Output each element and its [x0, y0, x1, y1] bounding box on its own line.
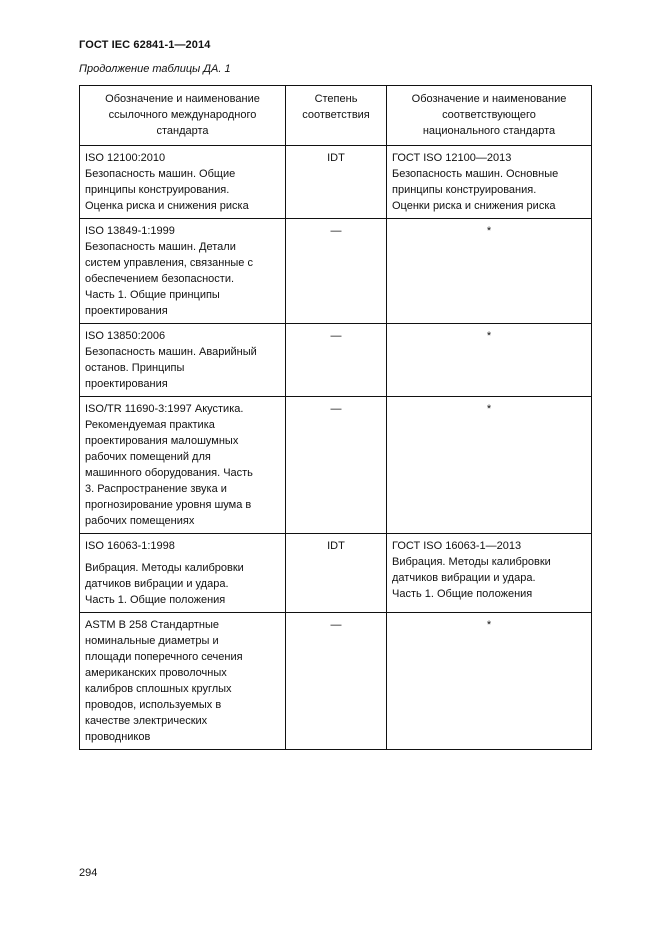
table-body: [80, 146, 592, 750]
document-header: ГОСТ IEC 62841-1—2014: [79, 39, 211, 51]
cell-line: площади поперечного сечения: [85, 651, 243, 663]
table-row: [80, 534, 592, 613]
cell-line: датчиков вибрации и удара.: [85, 578, 229, 590]
national-standard-cell: [387, 613, 592, 750]
cell-line: стандарта: [156, 125, 209, 137]
cell-line: Обозначение и наименование: [105, 93, 260, 105]
cell-line: соответствующего: [442, 109, 536, 121]
cell-line: Безопасность машин. Основные: [392, 168, 559, 180]
cell-line: останов. Принципы: [85, 362, 185, 374]
cell-line: Безопасность машин. Общие: [85, 168, 236, 180]
cell-line: датчиков вибрации и удара.: [392, 572, 536, 584]
degree-cell: —: [286, 397, 387, 534]
cell-line: *: [486, 619, 492, 631]
cell-line: обеспечением безопасности.: [85, 273, 235, 285]
table-row: [80, 613, 592, 750]
cell-line: Безопасность машин. Детали: [85, 241, 236, 253]
cell-line: рабочих помещениях: [85, 515, 195, 527]
international-standard-cell: [80, 534, 286, 613]
cell-line: проектирования: [85, 305, 168, 317]
cell-line: Степень: [314, 93, 358, 105]
degree-cell: —: [286, 613, 387, 750]
cell-line: ISO 13850:2006: [85, 330, 166, 342]
cell-line: национального стандарта: [422, 125, 556, 137]
cell-line: ГОСТ ISO 12100—2013: [392, 152, 512, 164]
degree-cell: —: [286, 324, 387, 397]
cell-line: Часть 1. Общие положения: [392, 588, 533, 600]
cell-line: *: [486, 330, 492, 342]
cell-line: проводов, используемых в: [85, 699, 222, 711]
cell-line: проводников: [85, 731, 151, 743]
cell-line: принципы конструирования.: [85, 184, 230, 196]
degree-cell: IDT: [286, 534, 387, 613]
cell-line: проектирования: [85, 378, 168, 390]
national-standard-cell: [387, 534, 592, 613]
national-standard-cell: [387, 397, 592, 534]
header-national-standard: [387, 86, 592, 146]
table-header-row: [80, 86, 592, 146]
international-standard-cell: [80, 613, 286, 750]
cell-line: ISO 12100:2010: [85, 152, 166, 164]
degree-cell: IDT: [286, 146, 387, 219]
cell-line: Оценка риска и снижения риска: [85, 200, 249, 212]
cell-line: Обозначение и наименование: [411, 93, 567, 105]
cell-line: соответствия: [302, 109, 370, 121]
cell-line: Оценки риска и снижения риска: [392, 200, 556, 212]
cell-line: Безопасность машин. Аварийный: [85, 346, 257, 358]
cell-line: *: [486, 225, 492, 237]
cell-line: Вибрация. Методы калибровки: [85, 562, 244, 574]
header-degree-of-conformity: [286, 86, 387, 146]
cell-line: рабочих помещений для: [85, 451, 211, 463]
degree-cell: —: [286, 219, 387, 324]
cell-line: американских проволочных: [85, 667, 227, 679]
page-number: 294: [79, 867, 98, 879]
cell-line: 3. Распространение звука и: [85, 483, 227, 495]
cell-line: прогнозирование уровня шума в: [85, 499, 252, 511]
cell-line: Рекомендуемая практика: [85, 419, 215, 431]
cell-line: ISO 16063-1:1998: [85, 540, 175, 552]
cell-line: ГОСТ ISO 16063-1—2013: [392, 540, 522, 552]
cell-line: принципы конструирования.: [392, 184, 537, 196]
international-standard-cell: [80, 146, 286, 219]
cell-line: Вибрация. Методы калибровки: [392, 556, 551, 568]
cell-line: *: [486, 403, 492, 415]
cell-line: ASTM B 258 Стандартные: [85, 619, 220, 631]
cell-line: ISO 13849-1:1999: [85, 225, 175, 237]
national-standard-cell: [387, 324, 592, 397]
cell-line: ссылочного международного: [108, 109, 257, 121]
international-standard-cell: [80, 397, 286, 534]
international-standard-cell: [80, 219, 286, 324]
cell-line: Часть 1. Общие принципы: [85, 289, 220, 301]
table-row: [80, 146, 592, 219]
international-standard-cell: [80, 324, 286, 397]
cell-line: номинальные диаметры и: [85, 635, 219, 647]
table-row: [80, 219, 592, 324]
cell-line: ISO/TR 11690-3:1997 Акустика.: [85, 403, 244, 415]
cell-line: калибров сплошных круглых: [85, 683, 232, 695]
standards-table: [79, 85, 592, 750]
cell-line: качестве электрических: [85, 715, 208, 727]
header-international-standard: [80, 86, 286, 146]
table-row: [80, 397, 592, 534]
cell-line: систем управления, связанные с: [85, 257, 253, 269]
national-standard-cell: [387, 146, 592, 219]
cell-line: проектирования малошумных: [85, 435, 239, 447]
table-caption: Продолжение таблицы ДА. 1: [79, 63, 231, 75]
cell-line: Часть 1. Общие положения: [85, 594, 226, 606]
cell-line: машинного оборудования. Часть: [85, 467, 253, 479]
national-standard-cell: [387, 219, 592, 324]
table-row: [80, 324, 592, 397]
